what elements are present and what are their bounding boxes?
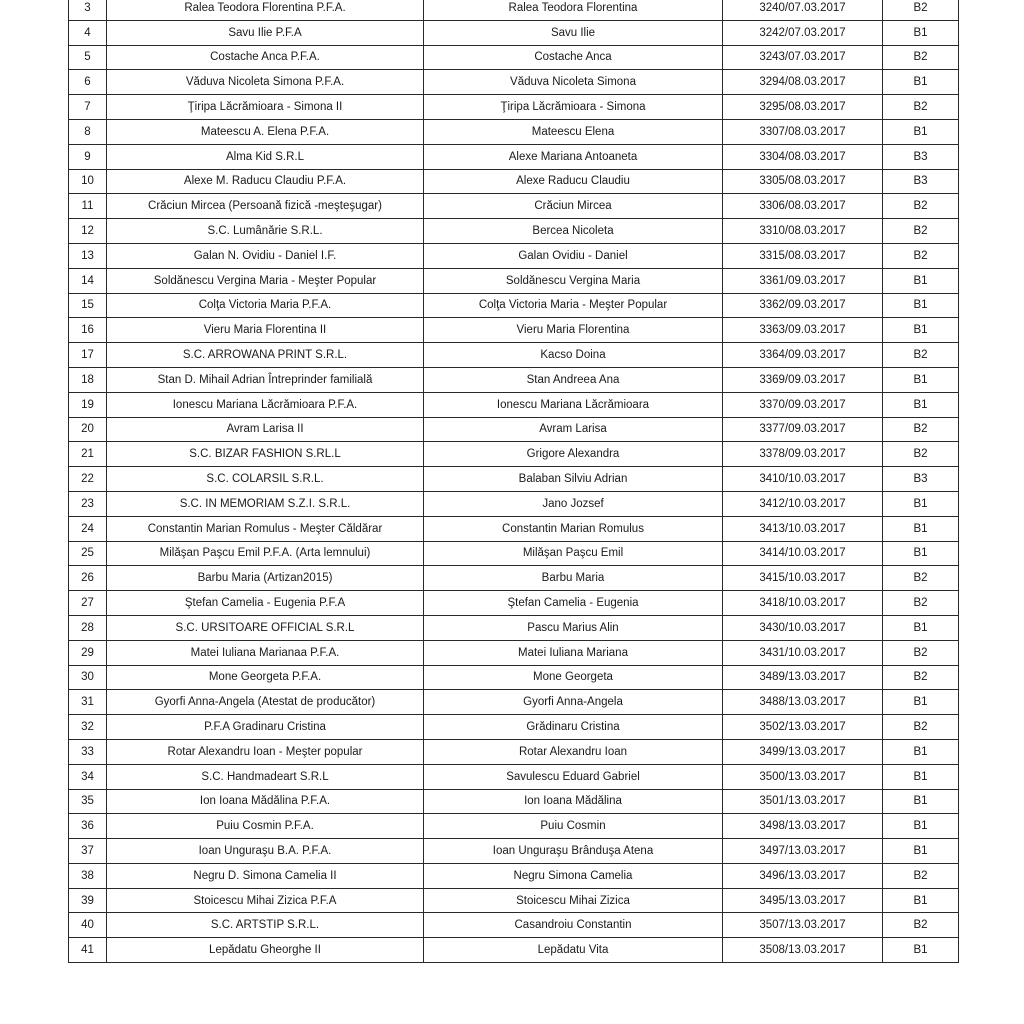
row-number-cell: 24 <box>69 516 107 541</box>
row-number-cell: 36 <box>69 814 107 839</box>
table-row <box>69 814 959 839</box>
table-row <box>69 491 959 516</box>
person-name-cell: Casandroiu Constantin <box>424 913 723 938</box>
registration-cell: 3430/10.03.2017 <box>723 615 883 640</box>
row-number-cell: 5 <box>69 45 107 70</box>
registration-cell: 3418/10.03.2017 <box>723 591 883 616</box>
table-row <box>69 442 959 467</box>
table-row <box>69 541 959 566</box>
category-cell: B2 <box>883 566 959 591</box>
registration-cell: 3369/09.03.2017 <box>723 367 883 392</box>
table-row <box>69 95 959 120</box>
category-cell: B2 <box>883 863 959 888</box>
registration-cell: 3361/09.03.2017 <box>723 268 883 293</box>
row-number-cell: 4 <box>69 20 107 45</box>
company-name-cell: P.F.A Gradinaru Cristina <box>107 715 424 740</box>
company-name-cell: Lepădatu Gheorghe II <box>107 938 424 963</box>
row-number-cell: 31 <box>69 690 107 715</box>
row-number-cell: 38 <box>69 863 107 888</box>
registration-cell: 3415/10.03.2017 <box>723 566 883 591</box>
registration-cell: 3495/13.03.2017 <box>723 888 883 913</box>
company-name-cell: S.C. Handmadeart S.R.L <box>107 764 424 789</box>
company-name-cell: Mone Georgeta P.F.A. <box>107 665 424 690</box>
person-name-cell: Ţiripa Lăcrămioara - Simona <box>424 95 723 120</box>
category-cell: B1 <box>883 938 959 963</box>
registration-cell: 3304/08.03.2017 <box>723 144 883 169</box>
row-number-cell: 7 <box>69 95 107 120</box>
category-cell: B1 <box>883 293 959 318</box>
company-name-cell: Stan D. Mihail Adrian Întreprinder familială <box>107 367 424 392</box>
person-name-cell: Milăşan Paşcu Emil <box>424 541 723 566</box>
company-name-cell: S.C. URSITOARE OFFICIAL S.R.L <box>107 615 424 640</box>
row-number-cell: 12 <box>69 219 107 244</box>
person-name-cell: Barbu Maria <box>424 566 723 591</box>
person-name-cell: Kacso Doina <box>424 343 723 368</box>
person-name-cell: Ştefan Camelia - Eugenia <box>424 591 723 616</box>
category-cell: B1 <box>883 491 959 516</box>
company-name-cell: S.C. Lumânărie S.R.L. <box>107 219 424 244</box>
row-number-cell: 9 <box>69 144 107 169</box>
table-row <box>69 715 959 740</box>
row-number-cell: 32 <box>69 715 107 740</box>
company-name-cell: Văduva Nicoleta Simona P.F.A. <box>107 70 424 95</box>
company-name-cell: Alma Kid S.R.L <box>107 144 424 169</box>
person-name-cell: Soldănescu Vergina Maria <box>424 268 723 293</box>
registration-cell: 3502/13.03.2017 <box>723 715 883 740</box>
row-number-cell: 22 <box>69 467 107 492</box>
person-name-cell: Alexe Raducu Claudiu <box>424 169 723 194</box>
row-number-cell: 41 <box>69 938 107 963</box>
category-cell: B2 <box>883 417 959 442</box>
category-cell: B1 <box>883 541 959 566</box>
registration-cell: 3362/09.03.2017 <box>723 293 883 318</box>
person-name-cell: Alexe Mariana Antoaneta <box>424 144 723 169</box>
company-name-cell: Ionescu Mariana Lăcrămioara P.F.A. <box>107 392 424 417</box>
person-name-cell: Savu Ilie <box>424 20 723 45</box>
row-number-cell: 28 <box>69 615 107 640</box>
registration-cell: 3410/10.03.2017 <box>723 467 883 492</box>
company-name-cell: Mateescu A. Elena P.F.A. <box>107 119 424 144</box>
company-name-cell: Savu Ilie P.F.A <box>107 20 424 45</box>
person-name-cell: Constantin Marian Romulus <box>424 516 723 541</box>
category-cell: B1 <box>883 367 959 392</box>
registration-cell: 3305/08.03.2017 <box>723 169 883 194</box>
row-number-cell: 6 <box>69 70 107 95</box>
person-name-cell: Matei Iuliana Mariana <box>424 640 723 665</box>
person-name-cell: Galan Ovidiu - Daniel <box>424 243 723 268</box>
table-row <box>69 392 959 417</box>
registration-cell: 3496/13.03.2017 <box>723 863 883 888</box>
company-name-cell: Puiu Cosmin P.F.A. <box>107 814 424 839</box>
row-number-cell: 16 <box>69 318 107 343</box>
category-cell: B2 <box>883 95 959 120</box>
row-number-cell: 17 <box>69 343 107 368</box>
company-name-cell: Negru D. Simona Camelia II <box>107 863 424 888</box>
company-name-cell: Milăşan Paşcu Emil P.F.A. (Arta lemnului) <box>107 541 424 566</box>
category-cell: B2 <box>883 665 959 690</box>
row-number-cell: 19 <box>69 392 107 417</box>
company-name-cell: Barbu Maria (Artizan2015) <box>107 566 424 591</box>
table-row <box>69 119 959 144</box>
category-cell: B2 <box>883 219 959 244</box>
person-name-cell: Grădinaru Cristina <box>424 715 723 740</box>
table-row <box>69 293 959 318</box>
table-row <box>69 20 959 45</box>
category-cell: B1 <box>883 392 959 417</box>
registration-cell: 3364/09.03.2017 <box>723 343 883 368</box>
category-cell: B1 <box>883 119 959 144</box>
table-row <box>69 789 959 814</box>
registration-cell: 3378/09.03.2017 <box>723 442 883 467</box>
person-name-cell: Vieru Maria Florentina <box>424 318 723 343</box>
person-name-cell: Ionescu Mariana Lăcrămioara <box>424 392 723 417</box>
registration-cell: 3243/07.03.2017 <box>723 45 883 70</box>
registration-cell: 3501/13.03.2017 <box>723 789 883 814</box>
category-cell: B1 <box>883 20 959 45</box>
row-number-cell: 10 <box>69 169 107 194</box>
company-name-cell: Ralea Teodora Florentina P.F.A. <box>107 0 424 20</box>
table-row <box>69 219 959 244</box>
table-row <box>69 690 959 715</box>
person-name-cell: Costache Anca <box>424 45 723 70</box>
registration-cell: 3412/10.03.2017 <box>723 491 883 516</box>
category-cell: B2 <box>883 343 959 368</box>
registration-cell: 3498/13.03.2017 <box>723 814 883 839</box>
company-name-cell: S.C. ARTSTIP S.R.L. <box>107 913 424 938</box>
table-row <box>69 268 959 293</box>
table-row <box>69 45 959 70</box>
registration-cell: 3315/08.03.2017 <box>723 243 883 268</box>
table-row <box>69 665 959 690</box>
company-name-cell: Crăciun Mircea (Persoană fizică -meşteşugar) <box>107 194 424 219</box>
registration-cell: 3307/08.03.2017 <box>723 119 883 144</box>
row-number-cell: 18 <box>69 367 107 392</box>
category-cell: B1 <box>883 764 959 789</box>
person-name-cell: Bercea Nicoleta <box>424 219 723 244</box>
category-cell: B2 <box>883 442 959 467</box>
person-name-cell: Colţa Victoria Maria - Meşter Popular <box>424 293 723 318</box>
person-name-cell: Crăciun Mircea <box>424 194 723 219</box>
person-name-cell: Stoicescu Mihai Zizica <box>424 888 723 913</box>
company-name-cell: Ţiripa Lăcrămioara - Simona II <box>107 95 424 120</box>
person-name-cell: Rotar Alexandru Ioan <box>424 739 723 764</box>
person-name-cell: Lepădatu Vita <box>424 938 723 963</box>
registration-cell: 3294/08.03.2017 <box>723 70 883 95</box>
category-cell: B1 <box>883 739 959 764</box>
registration-cell: 3507/13.03.2017 <box>723 913 883 938</box>
category-cell: B2 <box>883 591 959 616</box>
person-name-cell: Stan Andreea Ana <box>424 367 723 392</box>
category-cell: B1 <box>883 839 959 864</box>
row-number-cell: 3 <box>69 0 107 20</box>
company-name-cell: S.C. COLARSIL S.R.L. <box>107 467 424 492</box>
table-row <box>69 640 959 665</box>
company-name-cell: Matei Iuliana Marianaa P.F.A. <box>107 640 424 665</box>
table-row <box>69 144 959 169</box>
table-row <box>69 938 959 963</box>
category-cell: B2 <box>883 913 959 938</box>
registry-table <box>68 0 959 963</box>
category-cell: B1 <box>883 70 959 95</box>
table-row <box>69 615 959 640</box>
company-name-cell: Constantin Marian Romulus - Meşter Căldărar <box>107 516 424 541</box>
company-name-cell: Rotar Alexandru Ioan - Meşter popular <box>107 739 424 764</box>
category-cell: B3 <box>883 169 959 194</box>
person-name-cell: Savulescu Eduard Gabriel <box>424 764 723 789</box>
person-name-cell: Gyorfi Anna-Angela <box>424 690 723 715</box>
row-number-cell: 26 <box>69 566 107 591</box>
person-name-cell: Grigore Alexandra <box>424 442 723 467</box>
row-number-cell: 34 <box>69 764 107 789</box>
person-name-cell: Negru Simona Camelia <box>424 863 723 888</box>
person-name-cell: Puiu Cosmin <box>424 814 723 839</box>
registration-cell: 3431/10.03.2017 <box>723 640 883 665</box>
registration-cell: 3310/08.03.2017 <box>723 219 883 244</box>
company-name-cell: Ştefan Camelia - Eugenia P.F.A <box>107 591 424 616</box>
category-cell: B2 <box>883 640 959 665</box>
table-row <box>69 913 959 938</box>
row-number-cell: 35 <box>69 789 107 814</box>
row-number-cell: 29 <box>69 640 107 665</box>
registration-cell: 3240/07.03.2017 <box>723 0 883 20</box>
row-number-cell: 23 <box>69 491 107 516</box>
person-name-cell: Văduva Nicoleta Simona <box>424 70 723 95</box>
person-name-cell: Avram Larisa <box>424 417 723 442</box>
registration-cell: 3370/09.03.2017 <box>723 392 883 417</box>
company-name-cell: Colţa Victoria Maria P.F.A. <box>107 293 424 318</box>
table-row <box>69 591 959 616</box>
category-cell: B3 <box>883 144 959 169</box>
registration-cell: 3508/13.03.2017 <box>723 938 883 963</box>
table-row <box>69 169 959 194</box>
registration-cell: 3306/08.03.2017 <box>723 194 883 219</box>
company-name-cell: Stoicescu Mihai Zizica P.F.A <box>107 888 424 913</box>
company-name-cell: Soldănescu Vergina Maria - Meşter Popular <box>107 268 424 293</box>
company-name-cell: Gyorfi Anna-Angela (Atestat de producător) <box>107 690 424 715</box>
row-number-cell: 37 <box>69 839 107 864</box>
row-number-cell: 8 <box>69 119 107 144</box>
table-row <box>69 417 959 442</box>
category-cell: B1 <box>883 318 959 343</box>
category-cell: B2 <box>883 0 959 20</box>
registry-table-body <box>69 0 959 963</box>
row-number-cell: 27 <box>69 591 107 616</box>
company-name-cell: Costache Anca P.F.A. <box>107 45 424 70</box>
category-cell: B1 <box>883 615 959 640</box>
registration-cell: 3489/13.03.2017 <box>723 665 883 690</box>
registration-cell: 3488/13.03.2017 <box>723 690 883 715</box>
registration-cell: 3499/13.03.2017 <box>723 739 883 764</box>
registration-cell: 3242/07.03.2017 <box>723 20 883 45</box>
row-number-cell: 20 <box>69 417 107 442</box>
row-number-cell: 21 <box>69 442 107 467</box>
table-row <box>69 367 959 392</box>
registration-cell: 3413/10.03.2017 <box>723 516 883 541</box>
company-name-cell: Ioan Unguraşu B.A. P.F.A. <box>107 839 424 864</box>
row-number-cell: 25 <box>69 541 107 566</box>
table-row <box>69 863 959 888</box>
category-cell: B1 <box>883 268 959 293</box>
company-name-cell: Alexe M. Raducu Claudiu P.F.A. <box>107 169 424 194</box>
category-cell: B1 <box>883 888 959 913</box>
category-cell: B1 <box>883 516 959 541</box>
company-name-cell: Avram Larisa II <box>107 417 424 442</box>
category-cell: B1 <box>883 690 959 715</box>
table-row <box>69 764 959 789</box>
row-number-cell: 15 <box>69 293 107 318</box>
category-cell: B2 <box>883 194 959 219</box>
company-name-cell: S.C. ARROWANA PRINT S.R.L. <box>107 343 424 368</box>
row-number-cell: 11 <box>69 194 107 219</box>
person-name-cell: Ioan Unguraşu Brânduşa Atena <box>424 839 723 864</box>
table-row <box>69 343 959 368</box>
category-cell: B2 <box>883 243 959 268</box>
row-number-cell: 39 <box>69 888 107 913</box>
row-number-cell: 33 <box>69 739 107 764</box>
person-name-cell: Balaban Silviu Adrian <box>424 467 723 492</box>
registration-cell: 3497/13.03.2017 <box>723 839 883 864</box>
registration-cell: 3295/08.03.2017 <box>723 95 883 120</box>
category-cell: B2 <box>883 715 959 740</box>
category-cell: B1 <box>883 789 959 814</box>
table-row <box>69 0 959 20</box>
table-row <box>69 318 959 343</box>
registration-cell: 3363/09.03.2017 <box>723 318 883 343</box>
category-cell: B1 <box>883 814 959 839</box>
person-name-cell: Mateescu Elena <box>424 119 723 144</box>
row-number-cell: 40 <box>69 913 107 938</box>
table-row <box>69 839 959 864</box>
table-row <box>69 566 959 591</box>
company-name-cell: Galan N. Ovidiu - Daniel I.F. <box>107 243 424 268</box>
row-number-cell: 30 <box>69 665 107 690</box>
row-number-cell: 13 <box>69 243 107 268</box>
company-name-cell: S.C. IN MEMORIAM S.Z.I. S.R.L. <box>107 491 424 516</box>
person-name-cell: Pascu Marius Alin <box>424 615 723 640</box>
table-row <box>69 739 959 764</box>
category-cell: B2 <box>883 45 959 70</box>
person-name-cell: Jano Jozsef <box>424 491 723 516</box>
table-row <box>69 70 959 95</box>
person-name-cell: Ion Ioana Mădălina <box>424 789 723 814</box>
table-row <box>69 467 959 492</box>
company-name-cell: Vieru Maria Florentina II <box>107 318 424 343</box>
table-row <box>69 516 959 541</box>
category-cell: B3 <box>883 467 959 492</box>
registration-cell: 3414/10.03.2017 <box>723 541 883 566</box>
table-row <box>69 888 959 913</box>
row-number-cell: 14 <box>69 268 107 293</box>
person-name-cell: Mone Georgeta <box>424 665 723 690</box>
person-name-cell: Ralea Teodora Florentina <box>424 0 723 20</box>
table-row <box>69 243 959 268</box>
table-row <box>69 194 959 219</box>
company-name-cell: Ion Ioana Mădălina P.F.A. <box>107 789 424 814</box>
registration-cell: 3500/13.03.2017 <box>723 764 883 789</box>
registration-cell: 3377/09.03.2017 <box>723 417 883 442</box>
company-name-cell: S.C. BIZAR FASHION S.RL.L <box>107 442 424 467</box>
